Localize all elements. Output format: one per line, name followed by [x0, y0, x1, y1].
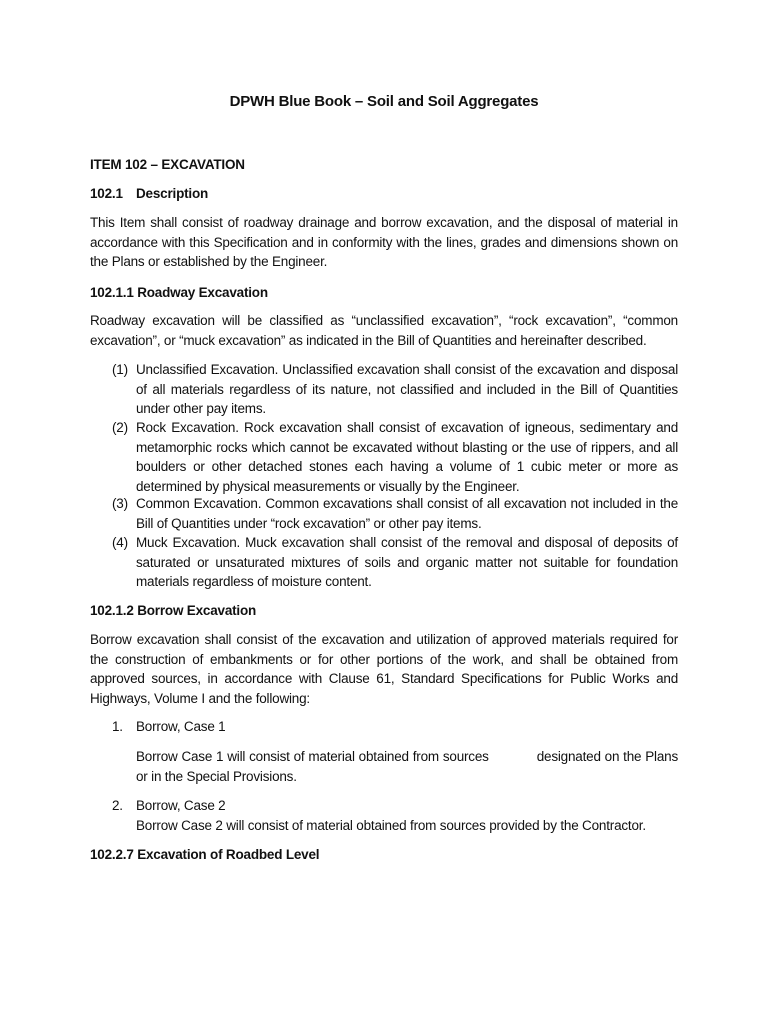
section-label: Description: [136, 186, 209, 201]
section-heading-102-1-1: 102.1.1 Roadway Excavation: [90, 285, 268, 300]
list-item: [112, 717, 678, 737]
list-item-label: Borrow, Case 2: [136, 798, 226, 813]
list-item-label: Borrow, Case 1: [136, 719, 226, 734]
list-item-text: Unclassified Excavation. Unclassified excavation shall consist of the excavation and disposal of all materials regardless of its nature, not classified and included in the Bill of Quantities under other pay items.: [136, 362, 678, 416]
section-heading-102-2-7: 102.2.7 Excavation of Roadbed Level: [90, 847, 320, 862]
list-marker: 2.: [112, 798, 123, 813]
section-number: 102.1: [90, 186, 123, 201]
list-item-text-part: Borrow Case 1 will consist of material obtained from sources: [136, 749, 489, 764]
section-heading-102-1: [90, 186, 208, 201]
list-item-text: Muck Excavation. Muck excavation shall consist of the removal and disposal of deposits of saturated or unsaturated mixtures of soils and organic matter not suitable for foundation materials regardless of moisture content.: [136, 535, 678, 589]
borrow-intro-paragraph: Borrow excavation shall consist of the excavation and utilization of approved materials required for the construction of embankments or for other portions of the work, and shall be obtained from approved sources, in accordance with Clause 61, Standard Specifications for Public Works and Highways, Volume I and the following:: [90, 632, 678, 706]
list-marker: (4): [112, 535, 128, 550]
item-heading: ITEM 102 – EXCAVATION: [90, 157, 245, 172]
list-item: [112, 360, 678, 419]
list-item-text: Rock Excavation. Rock excavation shall consist of excavation of igneous, sedimentary and metamorphic rocks which cannot be excavated without blasting or the use of rippers, and all boulders or other detached stones each having a volume of 1 cubic meter or more as determined by physical measurements or visually by the Engineer.: [136, 420, 678, 494]
list-item-text: [136, 747, 678, 786]
list-item: [112, 533, 678, 592]
list-marker: (1): [112, 362, 128, 377]
list-marker: (3): [112, 496, 128, 511]
list-item-text: Borrow Case 2 will consist of material obtained from sources provided by the Contractor.: [136, 817, 646, 833]
section-heading-102-1-2: 102.1.2 Borrow Excavation: [90, 603, 257, 618]
list-item: [112, 494, 678, 533]
roadway-intro-paragraph: Roadway excavation will be classified as “unclassified excavation”, “rock excavation”, “common excavation”, or “muck excavation” as indicated in the Bill of Quantities and hereinafter described.: [90, 313, 678, 348]
list-item: [112, 796, 678, 835]
list-marker: 1.: [112, 719, 123, 734]
description-paragraph: This Item shall consist of roadway drainage and borrow excavation, and the disposal of material in accordance with this Specification and in conformity with the lines, grades and dimensions shown on the Plans or established by the Engineer.: [90, 215, 678, 269]
list-marker: (2): [112, 420, 128, 435]
list-item-text: Common Excavation. Common excavations shall consist of all excavation not included in the Bill of Quantities under “rock excavation” or other pay items.: [136, 496, 678, 531]
document-page: [90, 0, 678, 1024]
document-title: DPWH Blue Book – Soil and Soil Aggregates: [229, 93, 539, 110]
list-item-text-part: designated on the Plans or in the Special Provisions.: [136, 749, 678, 784]
list-item: [112, 418, 678, 496]
